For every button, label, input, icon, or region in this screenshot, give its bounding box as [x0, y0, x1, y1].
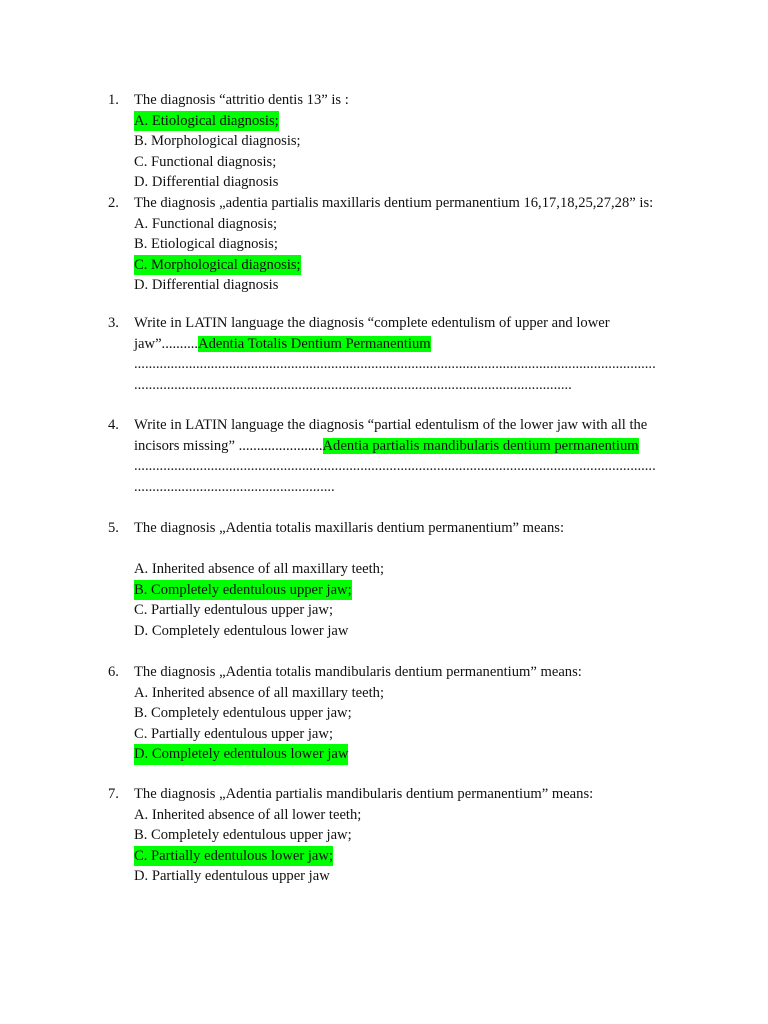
option-a: A. Inherited absence of all maxillary teeth;: [134, 561, 385, 578]
dotted-fill-line: ........................................................................................................................: [134, 376, 572, 393]
question-text: The diagnosis „Adentia totalis mandibularis dentium permanentium” means:: [134, 664, 582, 680]
question-1: [108, 90, 683, 193]
option-b: B. Completely edentulous upper jaw;: [134, 705, 352, 722]
question-text: Write in LATIN language the diagnosis “complete edentulism of upper and lower: [134, 315, 610, 331]
option-a: A. Functional diagnosis;: [134, 215, 278, 232]
answer-prefix: incisors missing” .......................: [134, 437, 323, 454]
option-b: B. Completely edentulous upper jaw;: [134, 827, 352, 844]
answer-highlight: Adentia partialis mandibularis dentium permanentium: [322, 437, 639, 454]
option-c: C. Partially edentulous upper jaw;: [134, 602, 334, 619]
question-number: 2.: [108, 195, 119, 211]
option-a: A. Inherited absence of all lower teeth;: [134, 806, 362, 823]
option-c: C. Partially edentulous upper jaw;: [134, 725, 334, 742]
question-text: The diagnosis „adentia partialis maxillaris dentium permanentium 16,17,18,25,27,28” is:: [134, 195, 654, 211]
question-text: Write in LATIN language the diagnosis “partial edentulism of the lower jaw with all the: [134, 417, 648, 433]
question-text: The diagnosis “attritio dentis 13” is :: [134, 92, 349, 108]
option-c-correct: C. Morphological diagnosis;: [134, 255, 301, 276]
option-a-correct: A. Etiological diagnosis;: [134, 111, 279, 132]
answer-prefix: jaw”..........: [134, 335, 199, 352]
question-number: 5.: [108, 520, 119, 536]
question-6: [108, 662, 683, 765]
option-b: B. Morphological diagnosis;: [134, 133, 301, 150]
question-text: The diagnosis „Adentia partialis mandibularis dentium permanentium” means:: [134, 786, 594, 802]
option-d: D. Completely edentulous lower jaw: [134, 622, 349, 639]
answer-line: [134, 334, 431, 355]
question-number: 3.: [108, 315, 119, 331]
option-d: D. Differential diagnosis: [134, 174, 279, 191]
dotted-fill-line: ...............................................................................................................................................: [134, 356, 656, 373]
question-2: [108, 193, 683, 296]
option-c-correct: C. Partially edentulous lower jaw;: [134, 846, 333, 867]
option-b-correct: B. Completely edentulous upper jaw;: [134, 580, 352, 601]
question-number: 7.: [108, 786, 119, 802]
question-4: [108, 415, 683, 497]
question-text: The diagnosis „Adentia totalis maxillaris dentium permanentium” means:: [134, 520, 565, 536]
question-3: [108, 313, 683, 395]
dotted-fill-line: ...............................................................................................................................................: [134, 458, 656, 475]
question-number: 1.: [108, 92, 119, 108]
question-5: [108, 518, 683, 642]
option-d: D. Partially edentulous upper jaw: [134, 868, 330, 885]
question-number: 6.: [108, 664, 119, 680]
question-7: [108, 784, 683, 887]
answer-highlight: Adentia Totalis Dentium Permanentium: [198, 335, 431, 352]
option-d-correct: D. Completely edentulous lower jaw: [134, 744, 348, 765]
option-c: C. Functional diagnosis;: [134, 153, 277, 170]
option-b: B. Etiological diagnosis;: [134, 236, 278, 253]
dotted-fill-line: .......................................................: [134, 478, 335, 495]
option-d: D. Differential diagnosis: [134, 277, 279, 294]
option-a: A. Inherited absence of all maxillary teeth;: [134, 684, 385, 701]
answer-line: [134, 436, 639, 457]
question-number: 4.: [108, 417, 119, 433]
